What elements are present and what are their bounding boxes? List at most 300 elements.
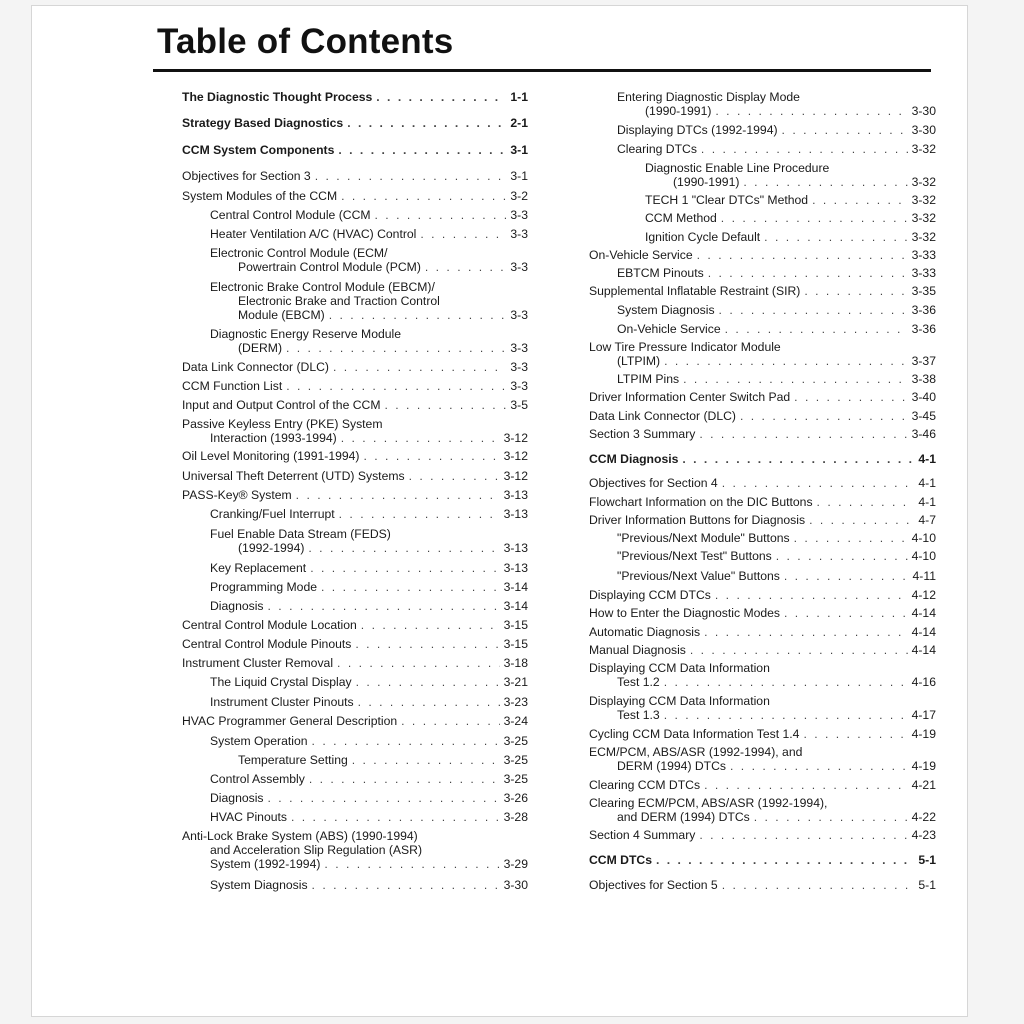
toc-entry-text: System Diagnosis xyxy=(210,878,308,892)
toc-entry xyxy=(589,828,936,842)
leader-dots xyxy=(385,398,507,412)
toc-page-number: 3-12 xyxy=(503,431,528,445)
toc-entry-text: PASS-Key® System xyxy=(182,488,292,502)
leader-dots xyxy=(683,372,908,386)
toc-entry-text: Passive Keyless Entry (PKE) System xyxy=(182,417,383,431)
toc-entry xyxy=(182,637,528,651)
toc-entry xyxy=(589,476,936,490)
leader-dots xyxy=(337,656,500,670)
toc-entry-text: (1990-1991) xyxy=(673,175,740,189)
leader-dots xyxy=(817,495,915,509)
toc-entry xyxy=(589,452,936,466)
toc-page-number: 3-32 xyxy=(911,193,936,207)
toc-page-number: 4-23 xyxy=(911,828,936,842)
leader-dots xyxy=(730,759,908,773)
toc-entry-text: (1990-1991) xyxy=(645,104,712,118)
toc-entry xyxy=(617,372,936,386)
toc-page-number: 4-16 xyxy=(911,675,936,689)
toc-entry-text: Supplemental Inflatable Restraint (SIR) xyxy=(589,284,801,298)
toc-entry xyxy=(589,625,936,639)
toc-entry-text: Section 3 Summary xyxy=(589,427,696,441)
toc-page-number: 3-32 xyxy=(911,175,936,189)
leader-dots xyxy=(356,675,500,689)
toc-page-number: 3-1 xyxy=(510,169,528,183)
leader-dots xyxy=(704,778,908,792)
leader-dots xyxy=(341,431,500,445)
toc-entry-text: Anti-Lock Brake System (ABS) (1990-1994) xyxy=(182,829,418,843)
toc-entry xyxy=(589,727,936,741)
toc-page-number: 3-3 xyxy=(510,227,528,241)
page-title: Table of Contents xyxy=(157,22,454,61)
toc-entry xyxy=(210,527,528,555)
toc-entry xyxy=(589,390,936,404)
toc-entry xyxy=(210,561,528,575)
leader-dots xyxy=(309,772,500,786)
toc-page-number: 3-3 xyxy=(510,360,528,374)
toc-entry-text: Diagnostic Energy Reserve Module xyxy=(210,327,402,341)
toc-page-number: 3-23 xyxy=(503,695,528,709)
toc-entry-text: Key Replacement xyxy=(210,561,307,575)
toc-entry-text: Displaying CCM Data Information xyxy=(589,661,770,675)
toc-entry xyxy=(210,227,528,241)
toc-page-number: 4-12 xyxy=(911,588,936,602)
toc-entry-text: Cranking/Fuel Interrupt xyxy=(210,507,335,521)
toc-entry xyxy=(182,714,528,728)
leader-dots xyxy=(764,230,907,244)
toc-entry-text: "Previous/Next Value" Buttons xyxy=(617,569,780,583)
toc-entry xyxy=(182,398,528,412)
leader-dots xyxy=(664,354,907,368)
toc-page-number: 4-14 xyxy=(911,606,936,620)
toc-entry xyxy=(645,161,936,189)
toc-entry-text: System Diagnosis xyxy=(617,303,715,317)
leader-dots xyxy=(352,753,500,767)
toc-entry xyxy=(182,829,528,871)
toc-entry xyxy=(182,469,528,483)
leader-dots xyxy=(358,695,500,709)
toc-entry xyxy=(617,90,936,118)
toc-entry xyxy=(210,810,528,824)
toc-page-number: 3-3 xyxy=(510,379,528,393)
toc-page-number: 3-18 xyxy=(503,656,528,670)
toc-entry-text: CCM DTCs xyxy=(589,853,652,867)
toc-page-number: 4-10 xyxy=(911,549,936,563)
toc-entry-text: Data Link Connector (DLC) xyxy=(182,360,329,374)
toc-entry xyxy=(210,599,528,613)
toc-page-number: 4-21 xyxy=(911,778,936,792)
toc-entry xyxy=(589,513,936,527)
toc-entry xyxy=(589,248,936,262)
toc-entry-text: Heater Ventilation A/C (HVAC) Control xyxy=(210,227,417,241)
leader-dots xyxy=(722,878,915,892)
leader-dots xyxy=(401,714,499,728)
toc-entry-text: Clearing CCM DTCs xyxy=(589,778,701,792)
toc-page-number: 3-32 xyxy=(911,230,936,244)
toc-entry-text: Objectives for Section 5 xyxy=(589,878,718,892)
toc-page-number: 4-22 xyxy=(911,810,936,824)
leader-dots xyxy=(701,142,908,156)
toc-entry xyxy=(182,618,528,632)
leader-dots xyxy=(324,857,499,871)
toc-page-number: 4-1 xyxy=(918,495,936,509)
leader-dots xyxy=(268,599,500,613)
leader-dots xyxy=(782,123,908,137)
toc-page-number: 3-13 xyxy=(503,561,528,575)
toc-page-number: 3-1 xyxy=(510,143,528,157)
toc-entry-text: HVAC Programmer General Description xyxy=(182,714,398,728)
toc-entry xyxy=(589,606,936,620)
leader-dots xyxy=(310,561,499,575)
toc-entry-text: Ignition Cycle Default xyxy=(645,230,761,244)
toc-entry xyxy=(589,878,936,892)
toc-entry xyxy=(617,569,936,583)
leader-dots xyxy=(286,341,506,355)
toc-entry-text: Interaction (1993-1994) xyxy=(210,431,337,445)
leader-dots xyxy=(708,266,908,280)
toc-entry xyxy=(210,246,528,274)
toc-entry xyxy=(617,123,936,137)
leader-dots xyxy=(333,360,506,374)
toc-page-number: 3-2 xyxy=(510,189,528,203)
toc-page-number: 4-1 xyxy=(918,476,936,490)
toc-entry xyxy=(182,379,528,393)
toc-entry xyxy=(182,360,528,374)
toc-page-number: 3-33 xyxy=(911,248,936,262)
leader-dots xyxy=(784,606,908,620)
toc-entry xyxy=(182,90,528,104)
toc-entry xyxy=(210,280,528,322)
toc-entry-text: EBTCM Pinouts xyxy=(617,266,704,280)
leader-dots xyxy=(656,853,914,867)
toc-entry-text: Section 4 Summary xyxy=(589,828,696,842)
toc-page-number: 4-11 xyxy=(912,569,936,583)
toc-page-number: 3-37 xyxy=(911,354,936,368)
toc-entry xyxy=(589,495,936,509)
toc-page-number: 3-33 xyxy=(911,266,936,280)
toc-entry xyxy=(617,322,936,336)
leader-dots xyxy=(286,379,506,393)
toc-entry-text: CCM System Components xyxy=(182,143,335,157)
toc-page-number: 3-35 xyxy=(911,284,936,298)
toc-entry-text: Diagnostic Enable Line Procedure xyxy=(645,161,830,175)
leader-dots xyxy=(420,227,506,241)
leader-dots xyxy=(740,409,908,423)
leader-dots xyxy=(315,169,507,183)
toc-page-number: 3-25 xyxy=(503,734,528,748)
toc-entry-text: Strategy Based Diagnostics xyxy=(182,116,344,130)
toc-entry-text: LTPIM Pins xyxy=(617,372,680,386)
toc-entry xyxy=(589,588,936,602)
toc-entry xyxy=(645,211,936,225)
toc-entry-text: DERM (1994) DTCs xyxy=(617,759,727,773)
toc-entry xyxy=(210,675,528,689)
toc-page-number: 3-15 xyxy=(503,637,528,651)
toc-page-number: 3-14 xyxy=(503,580,528,594)
toc-page-number: 3-3 xyxy=(510,308,528,322)
leader-dots xyxy=(347,116,506,130)
toc-page-number: 3-3 xyxy=(510,260,528,274)
toc-entry xyxy=(589,340,936,368)
toc-entry xyxy=(182,116,528,130)
toc-page-number: 3-15 xyxy=(503,618,528,632)
toc-page-number: 3-3 xyxy=(510,341,528,355)
toc-entry xyxy=(182,488,528,502)
leader-dots xyxy=(719,303,908,317)
toc-entry xyxy=(589,643,936,657)
toc-entry-text: Diagnosis xyxy=(210,599,264,613)
toc-page-number: 4-7 xyxy=(918,513,936,527)
toc-page-number: 3-46 xyxy=(911,427,936,441)
toc-entry xyxy=(645,193,936,207)
toc-entry-text: Manual Diagnosis xyxy=(589,643,686,657)
toc-entry xyxy=(589,661,936,689)
toc-page-number: 1-1 xyxy=(510,90,528,104)
toc-page-number: 3-14 xyxy=(503,599,528,613)
toc-page-number: 3-36 xyxy=(911,322,936,336)
toc-entry xyxy=(182,189,528,203)
toc-page-number: 4-19 xyxy=(911,759,936,773)
toc-entry-text: CCM Function List xyxy=(182,379,283,393)
toc-page-number: 3-25 xyxy=(503,772,528,786)
toc-entry-text: (DERM) xyxy=(238,341,283,355)
toc-entry-text: Clearing ECM/PCM, ABS/ASR (1992-1994), xyxy=(589,796,828,810)
toc-entry-text: Central Control Module (CCM xyxy=(210,208,371,222)
toc-page-number: 3-21 xyxy=(503,675,528,689)
leader-dots xyxy=(329,308,507,322)
toc-entry-text: Entering Diagnostic Display Mode xyxy=(617,90,800,104)
toc-entry-text: (LTPIM) xyxy=(617,354,661,368)
toc-entry xyxy=(645,230,936,244)
toc-page-number: 4-1 xyxy=(918,452,936,466)
toc-page-number: 4-17 xyxy=(911,708,936,722)
toc-entry-text: Central Control Module Pinouts xyxy=(182,637,352,651)
toc-entry xyxy=(182,143,528,157)
toc-entry-text: Input and Output Control of the CCM xyxy=(182,398,381,412)
toc-page-number: 4-19 xyxy=(911,727,936,741)
leader-dots xyxy=(376,90,506,104)
toc-entry xyxy=(210,791,528,805)
leader-dots xyxy=(784,569,909,583)
toc-entry-text: "Previous/Next Test" Buttons xyxy=(617,549,772,563)
toc-page-number: 4-14 xyxy=(911,643,936,657)
toc-entry-text: Driver Information Buttons for Diagnosis xyxy=(589,513,806,527)
toc-page-number: 3-32 xyxy=(911,211,936,225)
toc-entry xyxy=(210,208,528,222)
leader-dots xyxy=(375,208,507,222)
toc-entry xyxy=(617,531,936,545)
toc-entry-text: Flowchart Information on the DIC Buttons xyxy=(589,495,813,509)
leader-dots xyxy=(312,734,500,748)
title-rule xyxy=(153,69,931,72)
toc-page-number: 3-38 xyxy=(911,372,936,386)
toc-entry-text: Fuel Enable Data Stream (FEDS) xyxy=(210,527,391,541)
leader-dots xyxy=(809,513,914,527)
toc-entry-text: Objectives for Section 4 xyxy=(589,476,718,490)
toc-entry-text: and DERM (1994) DTCs xyxy=(617,810,750,824)
toc-page-number: 3-12 xyxy=(503,469,528,483)
toc-entry xyxy=(589,778,936,792)
toc-entry-text: Module (EBCM) xyxy=(238,308,325,322)
toc-page-number: 3-13 xyxy=(503,541,528,555)
toc-page-number: 3-5 xyxy=(510,398,528,412)
toc-entry-text: Temperature Setting xyxy=(238,753,348,767)
leader-dots xyxy=(308,541,499,555)
toc-entry xyxy=(589,853,936,867)
toc-page-number: 3-12 xyxy=(503,449,528,463)
toc-entry-text: Instrument Cluster Pinouts xyxy=(210,695,354,709)
toc-entry-text: CCM Method xyxy=(645,211,717,225)
toc-entry xyxy=(589,796,936,824)
toc-page-number: 4-10 xyxy=(911,531,936,545)
leader-dots xyxy=(794,531,908,545)
toc-entry-text: How to Enter the Diagnostic Modes xyxy=(589,606,781,620)
toc-entry xyxy=(210,580,528,594)
toc-entry-text: Oil Level Monitoring (1991-1994) xyxy=(182,449,360,463)
toc-entry-text: Test 1.2 xyxy=(617,675,660,689)
leader-dots xyxy=(704,625,908,639)
leader-dots xyxy=(715,588,908,602)
toc-entry-text: Displaying CCM Data Information xyxy=(589,694,770,708)
toc-entry-text: Electronic Control Module (ECM/ xyxy=(210,246,388,260)
leader-dots xyxy=(361,618,500,632)
leader-dots xyxy=(312,878,500,892)
toc-entry-text: Universal Theft Deterrent (UTD) Systems xyxy=(182,469,405,483)
leader-dots xyxy=(341,189,506,203)
leader-dots xyxy=(690,643,908,657)
toc-entry-text: On-Vehicle Service xyxy=(589,248,693,262)
toc-entry-text: ECM/PCM, ABS/ASR (1992-1994), and xyxy=(589,745,803,759)
toc-entry xyxy=(238,753,528,767)
toc-page-number: 3-30 xyxy=(911,123,936,137)
toc-entry xyxy=(210,878,528,892)
toc-entry-text: On-Vehicle Service xyxy=(617,322,721,336)
leader-dots xyxy=(794,390,907,404)
toc-page-number: 3-24 xyxy=(503,714,528,728)
toc-entry xyxy=(182,656,528,670)
toc-page-number: 3-30 xyxy=(911,104,936,118)
toc-entry xyxy=(210,734,528,748)
toc-page-number: 3-13 xyxy=(503,507,528,521)
toc-entry-text: CCM Diagnosis xyxy=(589,452,679,466)
leader-dots xyxy=(291,810,500,824)
toc-entry-text: and Acceleration Slip Regulation (ASR) xyxy=(210,843,423,857)
toc-entry xyxy=(617,266,936,280)
toc-entry xyxy=(210,772,528,786)
toc-entry-text: System (1992-1994) xyxy=(210,857,321,871)
toc-entry xyxy=(589,694,936,722)
toc-entry-text: TECH 1 "Clear DTCs" Method xyxy=(645,193,809,207)
leader-dots xyxy=(425,260,507,274)
leader-dots xyxy=(803,727,907,741)
toc-page-number: 3-30 xyxy=(503,878,528,892)
toc-entry-text: Diagnosis xyxy=(210,791,264,805)
toc-page-number: 3-26 xyxy=(503,791,528,805)
toc-entry-text: Control Assembly xyxy=(210,772,305,786)
toc-page-number: 2-1 xyxy=(510,116,528,130)
toc-entry-text: Cycling CCM Data Information Test 1.4 xyxy=(589,727,800,741)
toc-entry xyxy=(589,427,936,441)
toc-entry-text: Central Control Module Location xyxy=(182,618,357,632)
toc-entry xyxy=(617,142,936,156)
toc-entry xyxy=(210,695,528,709)
toc-page-number: 3-25 xyxy=(503,753,528,767)
toc-page-number: 3-28 xyxy=(503,810,528,824)
toc-page-number: 3-29 xyxy=(503,857,528,871)
toc-entry-text: Electronic Brake and Traction Control xyxy=(238,294,440,308)
leader-dots xyxy=(725,322,908,336)
toc-page-number: 5-1 xyxy=(918,853,936,867)
leader-dots xyxy=(664,708,908,722)
toc-entry-text: "Previous/Next Module" Buttons xyxy=(617,531,790,545)
leader-dots xyxy=(721,211,908,225)
toc-page-number: 5-1 xyxy=(918,878,936,892)
toc-page-number: 3-36 xyxy=(911,303,936,317)
toc-entry-text: Electronic Brake Control Module (EBCM)/ xyxy=(210,280,435,294)
toc-entry-text: Displaying DTCs (1992-1994) xyxy=(617,123,778,137)
toc-entry xyxy=(182,169,528,183)
toc-entry xyxy=(182,449,528,463)
toc-entry-text: Clearing DTCs xyxy=(617,142,697,156)
leader-dots xyxy=(355,637,499,651)
toc-entry xyxy=(210,327,528,355)
toc-entry-text: Displaying CCM DTCs xyxy=(589,588,711,602)
leader-dots xyxy=(682,452,914,466)
leader-dots xyxy=(699,427,907,441)
toc-entry-text: Powertrain Control Module (PCM) xyxy=(238,260,421,274)
toc-entry-text: Automatic Diagnosis xyxy=(589,625,701,639)
toc-page-number: 3-3 xyxy=(510,208,528,222)
leader-dots xyxy=(296,488,500,502)
toc-page-number: 4-14 xyxy=(911,625,936,639)
toc-entry-text: System Modules of the CCM xyxy=(182,189,338,203)
toc-entry xyxy=(617,303,936,317)
leader-dots xyxy=(697,248,908,262)
toc-entry-text: Programming Mode xyxy=(210,580,318,594)
leader-dots xyxy=(776,549,908,563)
leader-dots xyxy=(321,580,500,594)
toc-entry-text: Low Tire Pressure Indicator Module xyxy=(589,340,781,354)
toc-page-number: 3-45 xyxy=(911,409,936,423)
leader-dots xyxy=(699,828,907,842)
leader-dots xyxy=(664,675,908,689)
toc-page-number: 3-32 xyxy=(911,142,936,156)
toc-entry-text: Test 1.3 xyxy=(617,708,660,722)
toc-entry-text: Instrument Cluster Removal xyxy=(182,656,334,670)
leader-dots xyxy=(339,507,500,521)
toc-entry xyxy=(589,409,936,423)
leader-dots xyxy=(722,476,915,490)
toc-entry-text: Objectives for Section 3 xyxy=(182,169,311,183)
leader-dots xyxy=(812,193,908,207)
toc-entry-text: (1992-1994) xyxy=(238,541,305,555)
toc-entry-text: HVAC Pinouts xyxy=(210,810,287,824)
toc-entry xyxy=(210,507,528,521)
leader-dots xyxy=(364,449,500,463)
toc-entry-text: System Operation xyxy=(210,734,308,748)
toc-entry-text: The Diagnostic Thought Process xyxy=(182,90,373,104)
leader-dots xyxy=(743,175,907,189)
toc-entry xyxy=(182,417,528,445)
toc-page-number: 3-13 xyxy=(503,488,528,502)
leader-dots xyxy=(409,469,500,483)
leader-dots xyxy=(715,104,907,118)
toc-entry-text: Driver Information Center Switch Pad xyxy=(589,390,791,404)
leader-dots xyxy=(804,284,907,298)
toc-entry-text: The Liquid Crystal Display xyxy=(210,675,352,689)
leader-dots xyxy=(338,143,506,157)
leader-dots xyxy=(754,810,908,824)
toc-entry xyxy=(589,745,936,773)
